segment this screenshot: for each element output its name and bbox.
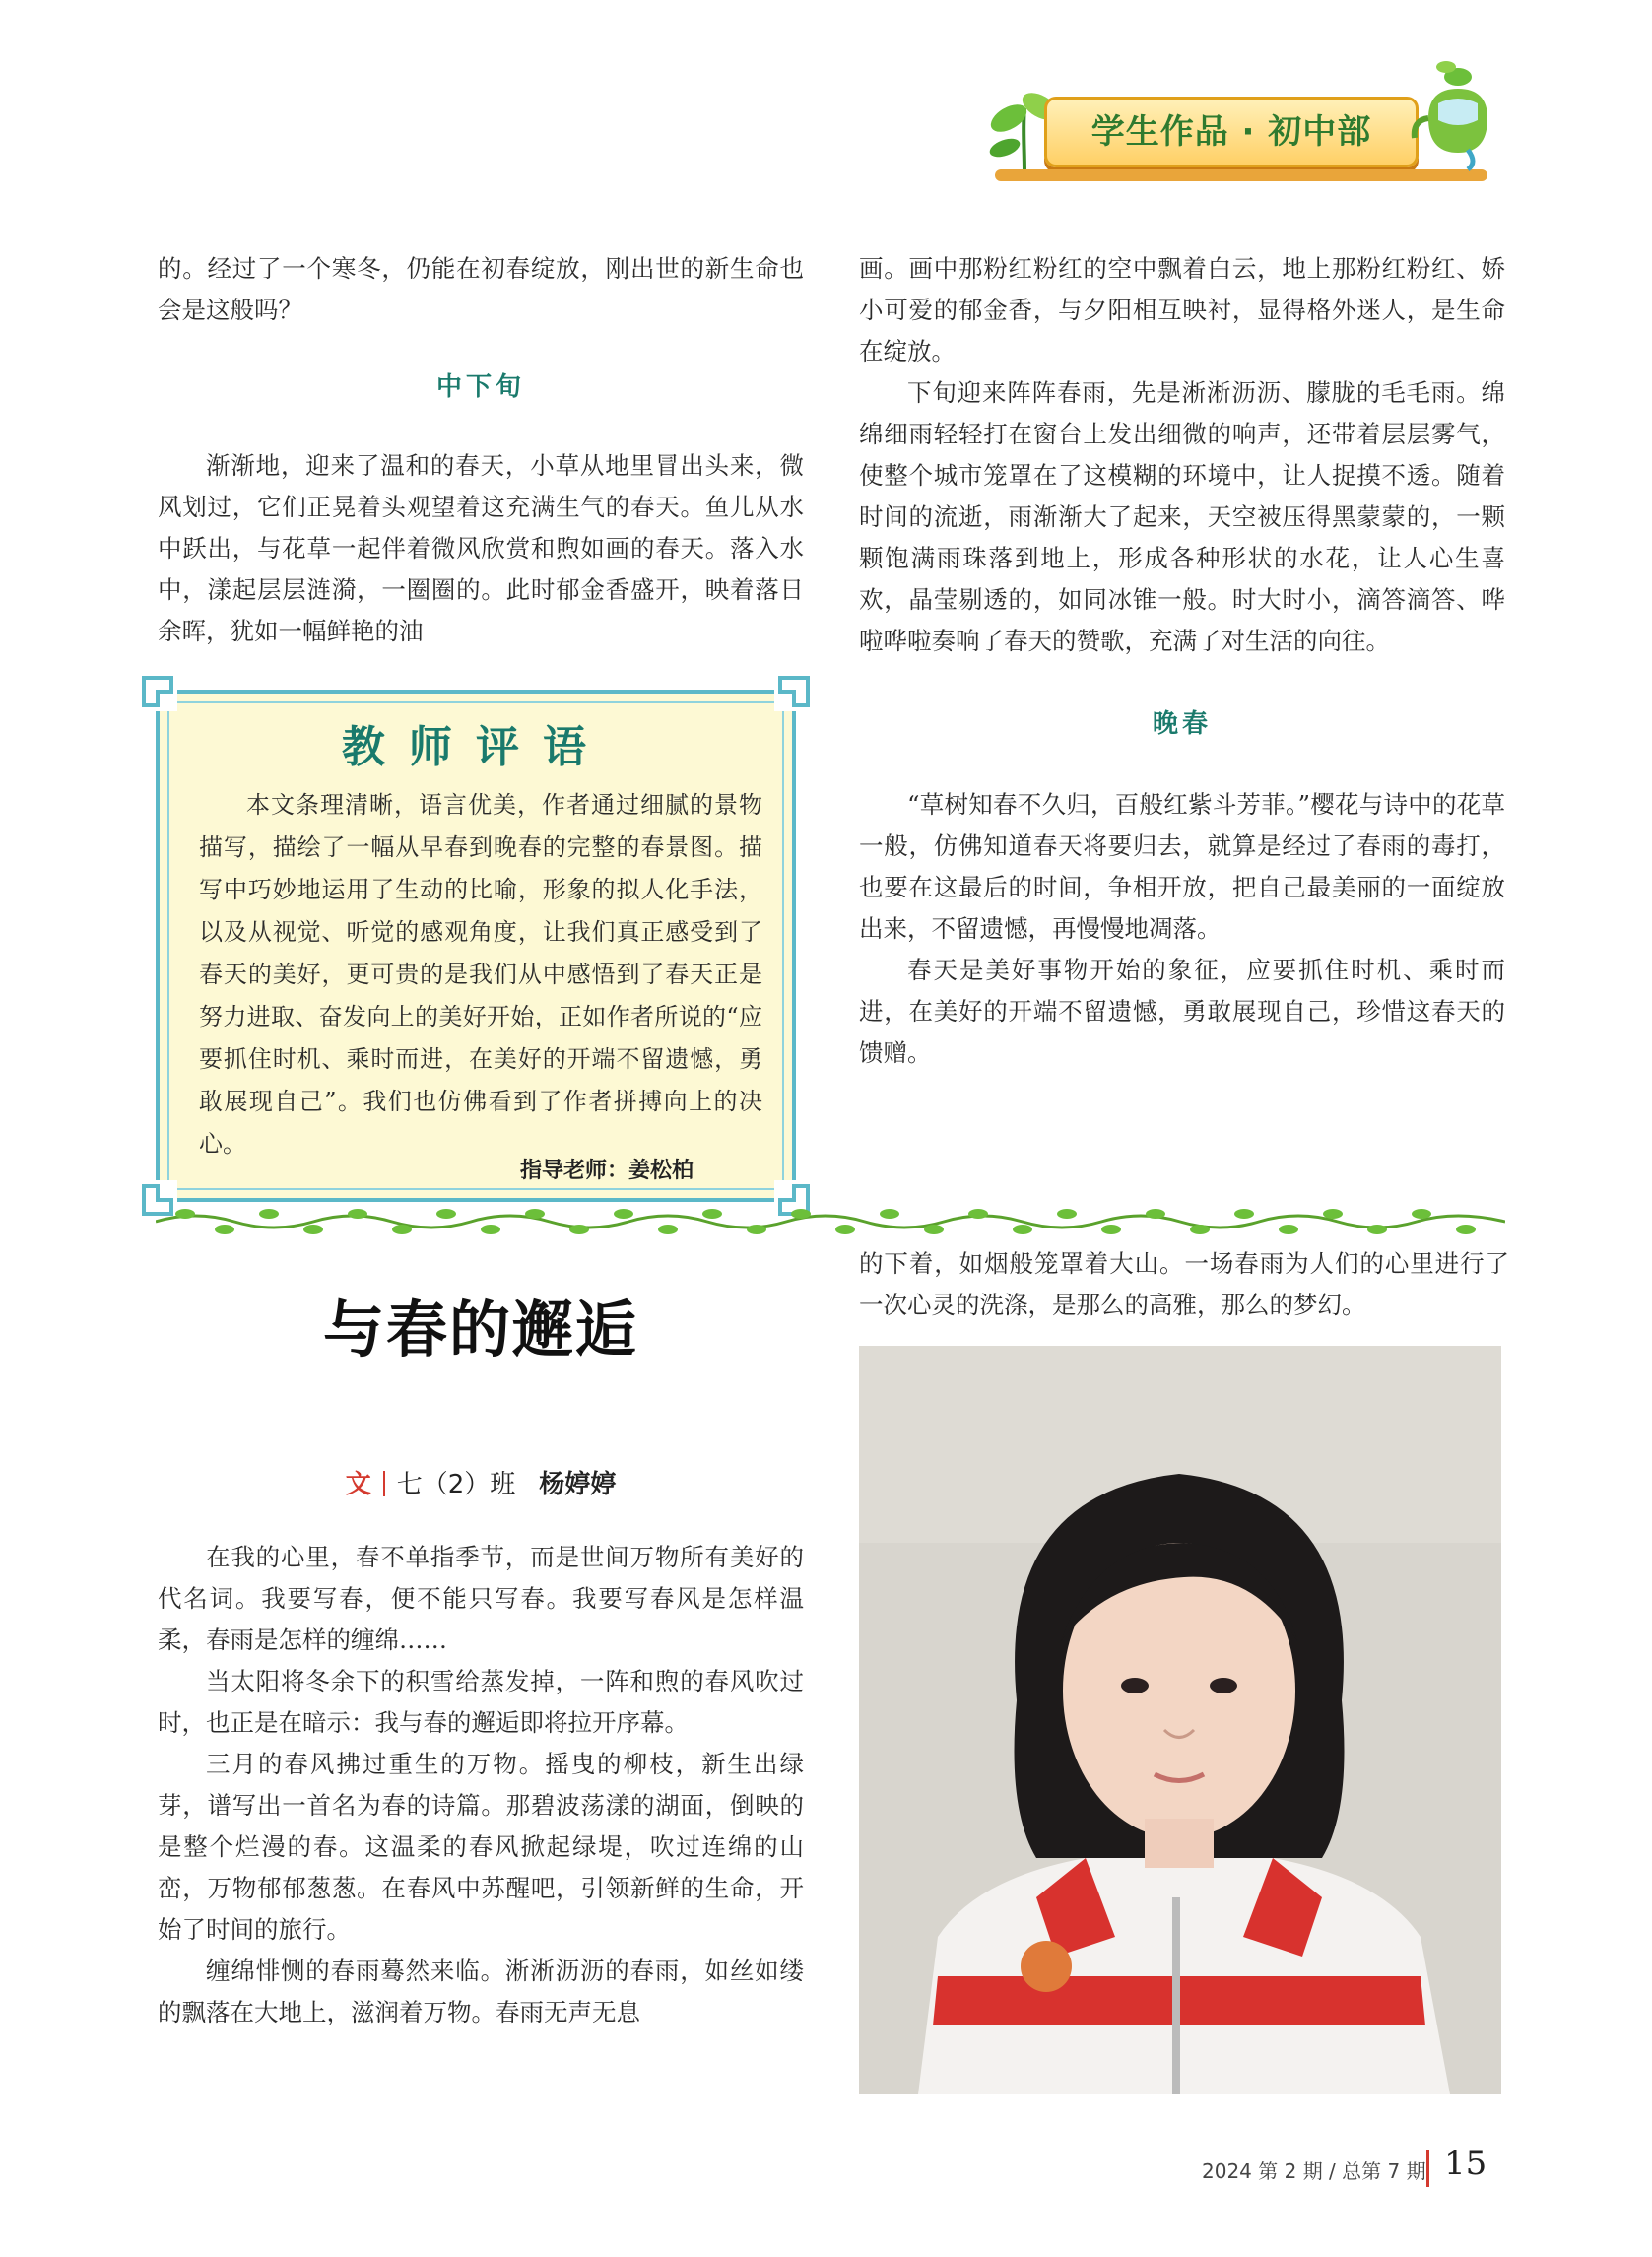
corner-ornament [774,672,814,711]
left-column-top [158,248,804,652]
paragraph: 缠绵悱恻的春雨蓦然来临。淅淅沥沥的春雨，如丝如缕的飘落在大地上，滋润着万物。春雨无声无息 [158,1957,804,2026]
comment-body: 本文条理清晰，语言优美，作者通过细腻的景物描写，描绘了一幅从早春到晚春的完整的春景图。描写中巧妙地运用了生动的比喻，形象的拟人化手法，以及从视觉、听觉的感观角度，让我们真正感受到了春天的美好，更可贵的是我们从中感悟到了春天正是努力进取、奋发向上的美好开始，正如作者所说的“应要抓住时机、乘时而进，在美好的开端不留遗憾，勇敢展现自己”。我们也仿佛看到了作者拼搏向上的决心。 [199,791,762,1158]
paragraph: 春天是美好事物开始的象征，应要抓住时机、乘时而进，在美好的开端不留遗憾，勇敢展现自己，珍惜这春天的馈赠。 [859,956,1505,1067]
paragraph: 渐渐地，迎来了温和的春天，小草从地里冒出头来，微风划过，它们正晃着头观望着这充满生气的春天。鱼儿从水中跃出，与花草一起伴着微风欣赏和煦如画的春天。落入水中，漾起层层涟漪，一圈圈的。此时郁金香盛开，映着落日余晖，犹如一幅鲜艳的油 [158,451,804,645]
vine-divider [156,1200,1505,1239]
paragraph: 三月的春风拂过重生的万物。摇曳的柳枝，新生出绿芽，谱写出一首名为春的诗篇。那碧波荡漾的湖面，倒映的是整个烂漫的春。这温柔的春风掀起绿堤，吹过连绵的山峦，万物郁郁葱葱。在春风中苏醒吧，引领新鲜的生命，开始了时间的旅行。 [158,1750,804,1944]
byline-label: 文 [345,1470,371,1499]
left-column-bottom [158,1537,804,2033]
teacher-comment-box [156,690,796,1202]
paragraph: 在我的心里，春不单指季节，而是世间万物所有美好的代名词。我要写春，便不能只写春。我要写春风是怎样温柔，春雨是怎样的缠绵…… [158,1543,804,1654]
paragraph: 下旬迎来阵阵春雨，先是淅淅沥沥、朦胧的毛毛雨。绵绵细雨轻轻打在窗台上发出细微的响声，还带着层层雾气，使整个城市笼罩在了这模糊的环境中，让人捉摸不透。随着时间的流逝，雨渐渐大了起来，天空被压得黑蒙蒙的，一颗颗饱满雨珠落到地上，形成各种形状的水花，让人心生喜欢，晶莹剔透的，如同冰锥一般。时大时小，滴答滴答、哗啦哗啦奏响了春天的赞歌，充满了对生活的向往。 [859,378,1505,655]
page-number: 15 [1444,2144,1487,2183]
paragraph: 当太阳将冬余下的积雪给蒸发掉，一阵和煦的春风吹过时，也正是在暗示：我与春的邂逅即将拉开序幕。 [158,1667,804,1737]
portrait-illustration [859,1346,1501,2094]
issue-info: 2024 第 2 期 / 总第 7 期 [1202,2159,1426,2183]
heading-late-spring: 晚春 [1152,709,1212,739]
article-title: 与春的邂逅 [322,1294,638,1365]
right-column-top [859,248,1505,1074]
byline [158,1464,804,1500]
paragraph: “草树知春不久归，百般红紫斗芳菲。”樱花与诗中的花草一般，仿佛知道春天将要归去，就算是经过了春雨的毒打，也要在这最后的时间，争相开放，把自己最美丽的一面绽放出来，不留遗憾，再慢慢地凋落。 [859,790,1505,943]
author-photo [859,1346,1501,2094]
heading-mid-late: 中下旬 [435,372,525,402]
continuation-text: 的下着，如烟般笼罩着大山。一场春雨为人们的心里进行了一次心灵的洗涤，是那么的高雅，那么的梦幻。 [859,1249,1509,1319]
teacher-name: 指导老师：姜松柏 [519,1159,694,1183]
comment-title: 教师评语 [342,722,610,772]
right-column-bottom [859,1243,1509,1326]
teapot-icon [1409,59,1497,177]
corner-ornament [138,672,177,711]
continuation-text: 的。经过了一个寒冬，仍能在初春绽放，刚出世的新生命也会是这般吗？ [158,254,804,324]
byline-class: 七（2）班 [396,1470,516,1499]
section-label: 学生作品 · 初中部 [1090,112,1372,152]
footer-rule [1426,2150,1429,2187]
continuation-text: 画。画中那粉红粉红的空中飘着白云，地上那粉红粉红、娇小可爱的郁金香，与夕阳相互映衬，显得格外迷人，是生命在绽放。 [859,254,1505,365]
section-badge [985,59,1497,187]
byline-author: 杨婷婷 [539,1470,617,1499]
byline-separator [383,1471,385,1496]
